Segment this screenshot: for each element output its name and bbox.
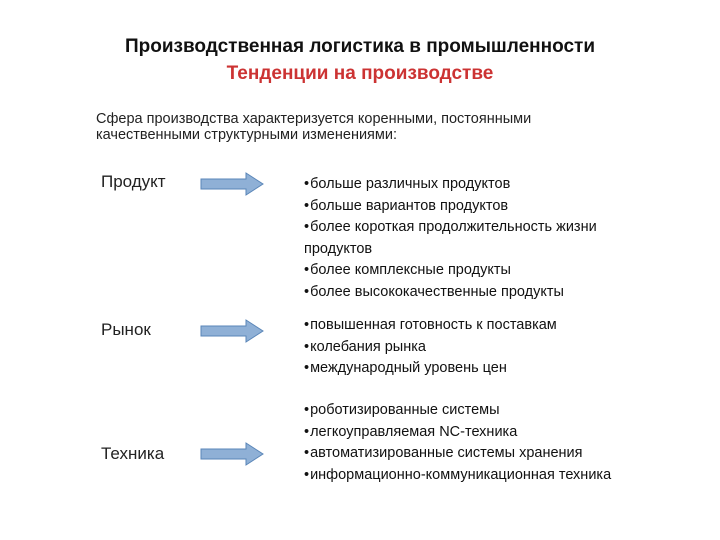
page-title: Производственная логистика в промышленности bbox=[124, 36, 596, 57]
intro-line-2: качественными структурными изменениями: bbox=[96, 127, 397, 143]
arrow-right-icon bbox=[200, 172, 264, 196]
intro-text bbox=[96, 111, 656, 143]
list-item: •больше вариантов продуктов bbox=[304, 197, 509, 214]
intro-line-1: Сфера производства характеризуется коренными, постоянными bbox=[96, 111, 532, 127]
section-bullets-technology bbox=[304, 400, 611, 486]
list-item: •более короткая продолжительность жизни продуктов bbox=[304, 217, 597, 260]
arrow-right-icon bbox=[200, 442, 264, 466]
list-item: •роботизированные системы bbox=[304, 402, 500, 418]
list-item: •более комплексные продукты bbox=[304, 262, 511, 278]
section-label-technology: Техника bbox=[101, 444, 165, 463]
list-item: •колебания рынка bbox=[304, 338, 426, 355]
section-bullets-market bbox=[304, 315, 557, 380]
section-bullets-product bbox=[304, 174, 597, 303]
list-item: •международный уровень цен bbox=[304, 360, 507, 376]
list-item: •легкоуправляемая NC-техника bbox=[304, 423, 518, 440]
arrow-right-icon bbox=[200, 319, 264, 343]
list-item: •автоматизированные системы хранения bbox=[304, 445, 583, 461]
page-subtitle: Тенденции на производстве bbox=[226, 63, 494, 84]
list-item: •информационно-коммуникационная техника bbox=[304, 466, 612, 483]
section-label-market: Рынок bbox=[101, 320, 151, 339]
list-item: •больше различных продуктов bbox=[304, 176, 511, 192]
list-item: •повышенная готовность к поставкам bbox=[304, 317, 557, 333]
list-item-continuation: продуктов bbox=[304, 240, 373, 257]
list-item: •более высококачественные продукты bbox=[304, 283, 564, 300]
section-label-product: Продукт bbox=[101, 172, 166, 191]
